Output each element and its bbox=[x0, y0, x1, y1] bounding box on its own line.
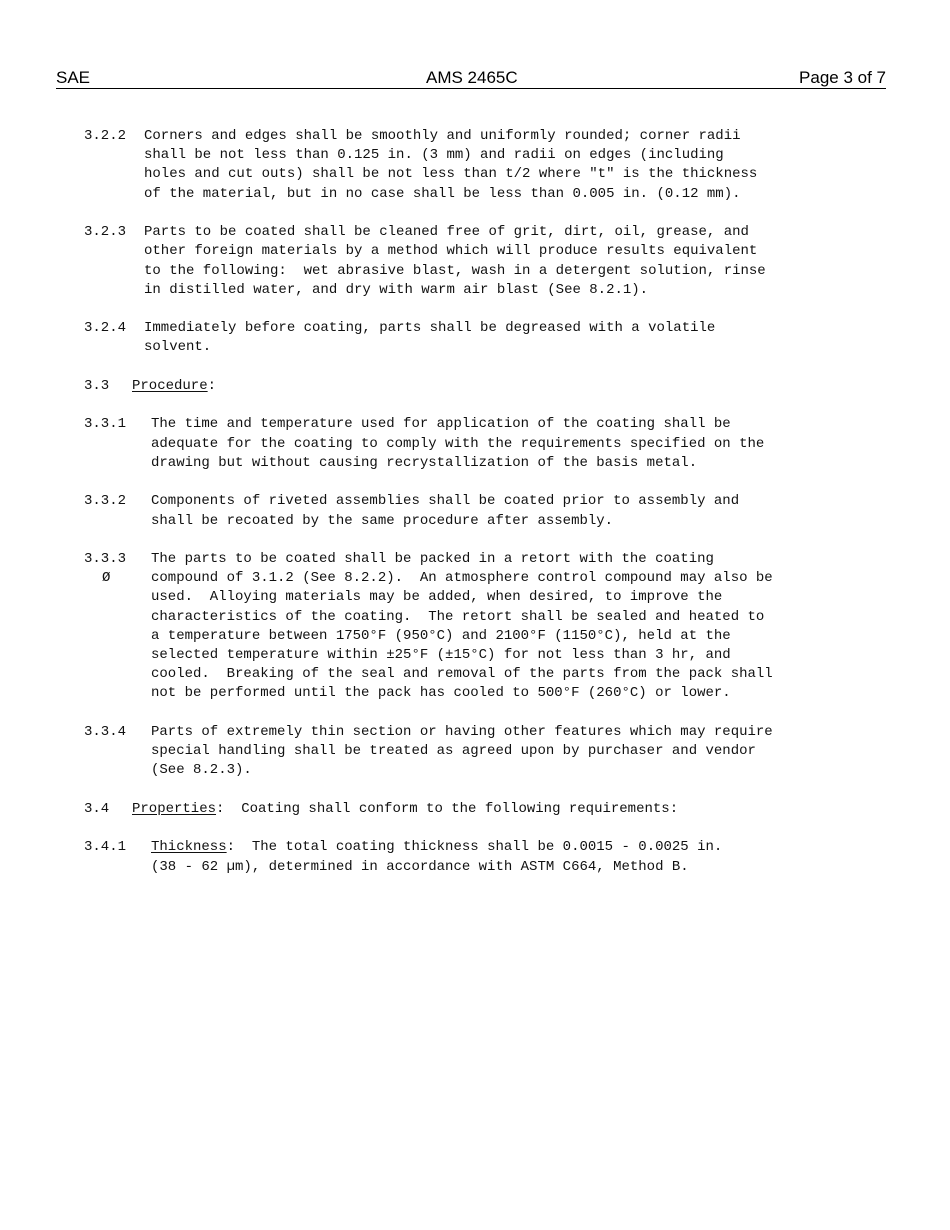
section-3-4-properties bbox=[84, 800, 884, 819]
section-number: 3.4 bbox=[84, 800, 110, 817]
paragraph-text: Parts of extremely thin section or having other features which may require special handling shall be treated as agreed upon by purchaser and vendor (See 8.2.3). bbox=[151, 723, 773, 779]
paragraph-text bbox=[151, 838, 884, 876]
header-page-number: Page 3 of 7 bbox=[799, 68, 886, 87]
paragraph-number: 3.3.1 bbox=[84, 416, 127, 433]
section-heading-suffix: : bbox=[207, 377, 217, 394]
paragraph-text: The parts to be coated shall be packed in a retort with the coating compound of 3.1.2 (See 8.2.2). An atmosphere control compound may also be used. Alloying materials may be added, when desired, to improve the characteristics of the coating. The retort shall be sealed and heated to a temperature between 1750°F (950°C) and 2100°F (1150°C), held at the selected temperature within ±25°F (±15°C) for not less than 3 hr, and cooled. Breaking of the seal and removal of the parts from the pack shall not be performed until the pack has cooled to 500°F (260°C) or lower. bbox=[151, 551, 773, 702]
paragraph-text: Corners and edges shall be smoothly and uniformly rounded; corner radii shall be not less than 0.125 in. (3 mm) and radii on edges (including holes and cut outs) shall be not less than t/2 where "t" is the thickness of the material, but in no case shall be less than 0.005 in. (0.12 mm). bbox=[144, 128, 758, 202]
paragraph-number: 3.3.2 bbox=[84, 493, 127, 510]
paragraph-3-3-3 bbox=[84, 550, 884, 704]
section-heading-line bbox=[132, 800, 884, 819]
paragraph-text: Parts to be coated shall be cleaned free of grit, dirt, oil, grease, and other foreign materials by a method which will produce results equivalent to the following: wet abrasive blast, wash in a detergent solution, rinse in distilled water, and dry with warm air blast (See 8.2.1). bbox=[144, 224, 766, 298]
paragraph-3-4-1 bbox=[84, 838, 884, 876]
paragraph-number: 3.2.4 bbox=[84, 320, 127, 337]
paragraph-3-2-2 bbox=[84, 127, 884, 204]
paragraph-number: 3.4.1 bbox=[84, 839, 127, 856]
paragraph-text: Components of riveted assemblies shall be coated prior to assembly and shall be recoated by the same procedure after assembly. bbox=[151, 493, 740, 529]
document-body bbox=[84, 127, 884, 896]
section-heading: Procedure bbox=[132, 377, 208, 394]
header-org: SAE bbox=[56, 68, 91, 87]
section-heading: Properties bbox=[132, 800, 217, 817]
section-heading-suffix: : Coating shall conform to the following requirements: bbox=[216, 800, 679, 817]
paragraph-heading-suffix: : The total coating thickness shall be 0.0015 - 0.0025 in. (38 - 62 µm), determined in accordance with ASTM C664, Method B. bbox=[151, 839, 723, 875]
paragraph-3-3-4 bbox=[84, 723, 884, 781]
paragraph-text: The time and temperature used for application of the coating shall be adequate for the coating to comply with the requirements specified on the drawing but without causing recrystallization of the basis metal. bbox=[151, 416, 765, 471]
header-document-id: AMS 2465C bbox=[426, 68, 518, 87]
section-heading-line bbox=[132, 377, 884, 396]
paragraph-text: Immediately before coating, parts shall be degreased with a volatile solvent. bbox=[144, 320, 716, 356]
paragraph-number: 3.2.3 bbox=[84, 224, 127, 241]
paragraph-3-2-4 bbox=[84, 319, 884, 357]
paragraph-3-3-2 bbox=[84, 492, 884, 530]
revision-marker-icon: Ø bbox=[102, 570, 111, 587]
page-header bbox=[56, 68, 886, 89]
section-number: 3.3 bbox=[84, 377, 110, 394]
paragraph-number: 3.3.3 bbox=[84, 551, 127, 568]
section-3-3-procedure bbox=[84, 377, 884, 396]
paragraph-number: 3.3.4 bbox=[84, 723, 127, 740]
paragraph-number: 3.2.2 bbox=[84, 128, 127, 144]
paragraph-heading: Thickness bbox=[151, 839, 227, 856]
paragraph-3-3-1 bbox=[84, 415, 884, 473]
paragraph-3-2-3 bbox=[84, 223, 884, 300]
